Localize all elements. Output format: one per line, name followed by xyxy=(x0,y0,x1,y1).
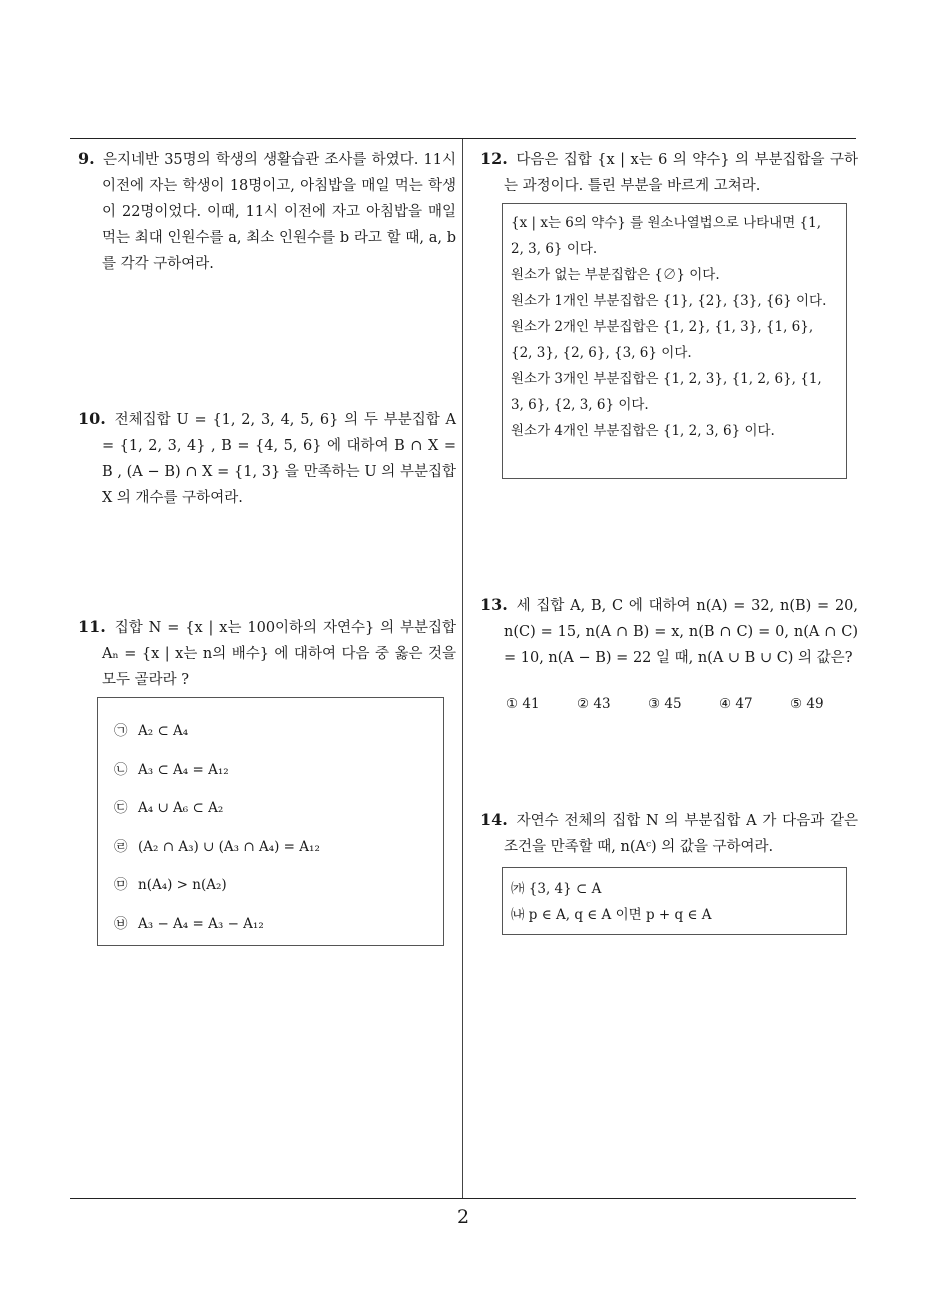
question-text: 자연수 전체의 집합 N 의 부분집합 A 가 다음과 같은 조건을 만족할 때, n(Aᶜ) 의 값을 구하여라. xyxy=(504,813,859,855)
q12-process-box xyxy=(502,203,847,479)
choice-4[interactable]: ④ 47 xyxy=(719,696,753,712)
option-item xyxy=(114,789,427,828)
question-number: 10. xyxy=(78,409,106,428)
option-item xyxy=(114,905,427,944)
choice-3[interactable]: ③ 45 xyxy=(648,696,682,712)
process-line: {x | x는 6의 약수} 를 원소나열법으로 나타내면 {1, 2, 3, 6} 이다. xyxy=(511,215,821,257)
question-text: 세 집합 A, B, C 에 대하여 n(A) = 32, n(B) = 20, n(C) = 15, n(A ∩ B) = x, n(B ∩ C) = 0, n(A ∩ C) = 10, n(A − B) = 22 일 때, n(A ∪ B ∪ C) 의 값은? xyxy=(504,598,859,666)
option-item xyxy=(114,828,427,867)
question-10 xyxy=(78,406,456,511)
question-text: 다음은 집합 {x | x는 6 의 약수} 의 부분집합을 구하는 과정이다. 틀린 부분을 바르게 고쳐라. xyxy=(504,152,858,194)
condition-line: ㈏ p ∈ A, q ∈ A 이면 p + q ∈ A xyxy=(511,907,712,923)
option-text: A₃ ⊂ A₄ = A₁₂ xyxy=(138,761,229,778)
question-13 xyxy=(480,592,858,671)
option-item xyxy=(114,712,427,751)
page-number: 2 xyxy=(456,1206,470,1228)
q11-options-box xyxy=(97,697,444,946)
question-11 xyxy=(78,614,456,693)
question-number: 12. xyxy=(480,149,508,168)
option-marker: ㉠ xyxy=(114,723,128,739)
option-text: A₂ ⊂ A₄ xyxy=(138,723,189,739)
option-text: n(A₄) > n(A₂) xyxy=(138,877,227,893)
option-text: (A₂ ∩ A₃) ∪ (A₃ ∩ A₄) = A₁₂ xyxy=(138,838,320,855)
option-item xyxy=(114,751,427,790)
process-line: 원소가 2개인 부분집합은 {1, 2}, {1, 3}, {1, 6}, {2, 3}, {2, 6}, {3, 6} 이다. xyxy=(511,319,814,361)
option-marker: ㉢ xyxy=(114,800,128,816)
option-marker: ㉡ xyxy=(114,761,128,778)
option-text: A₄ ∪ A₆ ⊂ A₂ xyxy=(138,800,224,816)
process-line: 원소가 4개인 부분집합은 {1, 2, 3, 6} 이다. xyxy=(511,423,775,439)
condition-line: ㈎ {3, 4} ⊂ A xyxy=(511,881,602,897)
q13-choices xyxy=(506,696,866,712)
question-text: 은지네반 35명의 학생의 생활습관 조사를 하였다. 11시 이전에 자는 학생이 18명이고, 아침밥을 매일 먹는 학생이 22명이었다. 이때, 11시 이전에 자고 아침밥을 매일 먹는 최대 인원수를 a, 최소 인원수를 b 라고 할 때, a, b 를 각각 구하여라. xyxy=(102,152,456,272)
option-item xyxy=(114,866,427,905)
bottom-rule xyxy=(70,1198,856,1199)
question-14 xyxy=(480,807,858,860)
option-text: A₃ − A₄ = A₃ − A₁₂ xyxy=(138,915,264,932)
process-line: 원소가 1개인 부분집합은 {1}, {2}, {3}, {6} 이다. xyxy=(511,293,827,309)
process-line: 원소가 없는 부분집합은 {∅} 이다. xyxy=(511,267,720,283)
option-marker: ㉣ xyxy=(114,838,128,855)
question-number: 11. xyxy=(78,617,106,636)
option-marker: ㉤ xyxy=(114,877,128,893)
column-divider xyxy=(462,139,463,1198)
question-text: 집합 N = {x | x는 100이하의 자연수} 의 부분집합 Aₙ = {x | x는 n의 배수} 에 대하여 다음 중 옳은 것을 모두 골라라 ? xyxy=(102,620,456,688)
process-line: 원소가 3개인 부분집합은 {1, 2, 3}, {1, 2, 6}, {1, 3, 6}, {2, 3, 6} 이다. xyxy=(511,371,822,413)
q14-conditions-box xyxy=(502,867,847,935)
question-number: 13. xyxy=(480,595,508,614)
question-number: 9. xyxy=(78,149,95,168)
question-12 xyxy=(480,146,858,199)
choice-5[interactable]: ⑤ 49 xyxy=(790,696,824,712)
question-9 xyxy=(78,146,456,277)
question-number: 14. xyxy=(480,810,508,829)
top-rule xyxy=(70,138,856,139)
option-marker: ㉥ xyxy=(114,915,128,932)
question-text: 전체집합 U = {1, 2, 3, 4, 5, 6} 의 두 부분집합 A = {1, 2, 3, 4} , B = {4, 5, 6} 에 대하여 B ∩ X = B , (A − B) ∩ X = {1, 3} 을 만족하는 U 의 부분집합 X 의 개수를 구하여라. xyxy=(102,412,457,506)
choice-1[interactable]: ① 41 xyxy=(506,696,540,712)
choice-2[interactable]: ② 43 xyxy=(577,696,611,712)
